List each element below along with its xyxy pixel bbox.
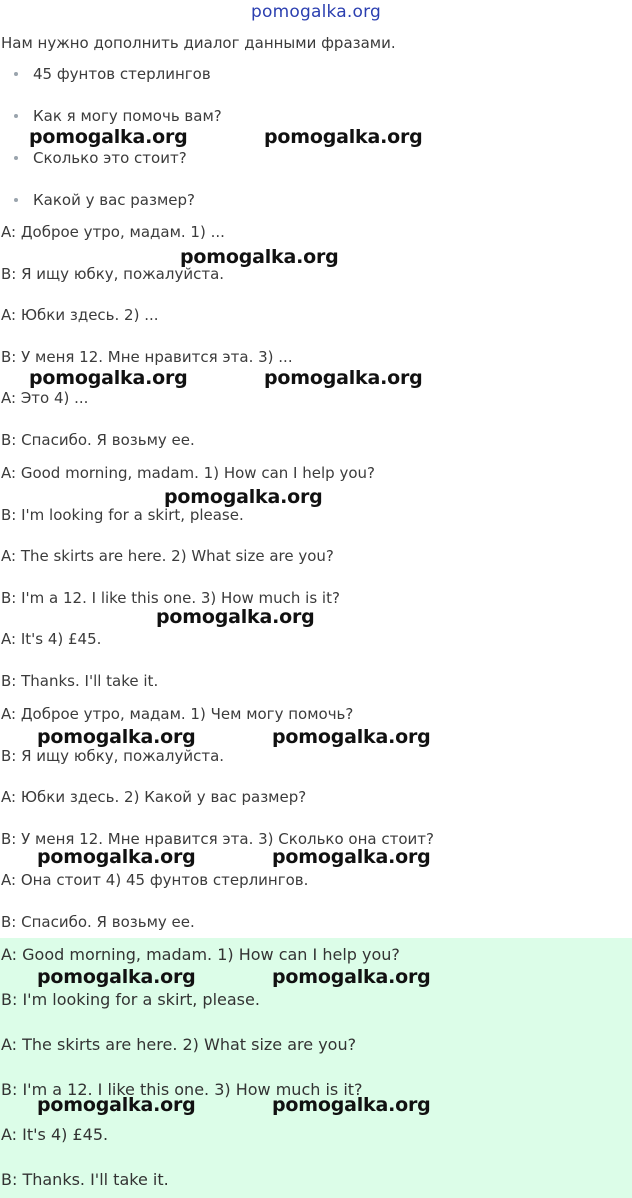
dialog-line: A: Good morning, madam. 1) How can I help you?: [1, 945, 400, 964]
dialog-line: A: The skirts are here. 2) What size are you?: [1, 1035, 357, 1054]
phrase-text: 45 фунтов стерлингов: [33, 65, 211, 83]
watermark-text: pomogalka.org: [164, 486, 323, 508]
bullet-icon: [14, 156, 18, 160]
watermark-text: pomogalka.org: [37, 846, 196, 868]
watermark-text: pomogalka.org: [37, 726, 196, 748]
dialog-line: B: Thanks. I'll take it.: [1, 1170, 169, 1189]
dialog-line: A: It's 4) £45.: [1, 630, 102, 648]
dialog-line: B: I'm a 12. I like this one. 3) How much is it?: [1, 1080, 363, 1099]
watermark-text: pomogalka.org: [264, 126, 423, 148]
dialog-line: B: Спасибо. Я возьму ее.: [1, 431, 195, 449]
dialog-line: B: Я ищу юбку, пожалуйста.: [1, 265, 225, 283]
phrase-text: Сколько это стоит?: [33, 149, 187, 167]
dialog-line: A: Юбки здесь. 2) ...: [1, 306, 159, 324]
bullet-icon: [14, 198, 18, 202]
dialog-line: B: Thanks. I'll take it.: [1, 672, 159, 690]
dialog-line: B: I'm looking for a skirt, please.: [1, 506, 244, 524]
dialog-line: A: It's 4) £45.: [1, 1125, 109, 1144]
dialog-line: B: I'm looking for a skirt, please.: [1, 990, 260, 1009]
dialog-line: A: Она стоит 4) 45 фунтов стерлингов.: [1, 871, 309, 889]
dialog-line: B: I'm a 12. I like this one. 3) How much is it?: [1, 589, 340, 607]
watermark-text: pomogalka.org: [37, 1094, 196, 1116]
watermark-text: pomogalka.org: [272, 966, 431, 988]
dialog-line: B: У меня 12. Мне нравится эта. 3) ...: [1, 348, 293, 366]
watermark-text: pomogalka.org: [272, 726, 431, 748]
intro-text: Нам нужно дополнить диалог данными фразами.: [1, 34, 396, 52]
phrase-text: Какой у вас размер?: [33, 191, 196, 209]
dialog-line: A: The skirts are here. 2) What size are you?: [1, 547, 334, 565]
dialog-line: B: У меня 12. Мне нравится эта. 3) Сколько она стоит?: [1, 830, 434, 848]
watermark-text: pomogalka.org: [272, 1094, 431, 1116]
watermark-text: pomogalka.org: [264, 367, 423, 389]
site-header-link[interactable]: pomogalka.org: [251, 2, 381, 22]
watermark-text: pomogalka.org: [272, 846, 431, 868]
watermark-text: pomogalka.org: [37, 966, 196, 988]
dialog-line: A: Юбки здесь. 2) Какой у вас размер?: [1, 788, 307, 806]
phrase-text: Как я могу помочь вам?: [33, 107, 222, 125]
bullet-icon: [14, 72, 18, 76]
watermark-text: pomogalka.org: [180, 246, 339, 268]
bullet-icon: [14, 114, 18, 118]
watermark-text: pomogalka.org: [29, 367, 188, 389]
dialog-line: B: Я ищу юбку, пожалуйста.: [1, 747, 225, 765]
watermark-text: pomogalka.org: [156, 606, 315, 628]
dialog-line: A: Это 4) ...: [1, 389, 89, 407]
dialog-line: A: Доброе утро, мадам. 1) ...: [1, 223, 225, 241]
dialog-line: A: Good morning, madam. 1) How can I help you?: [1, 464, 375, 482]
dialog-line: B: Спасибо. Я возьму ее.: [1, 913, 195, 931]
watermark-text: pomogalka.org: [29, 126, 188, 148]
dialog-line: A: Доброе утро, мадам. 1) Чем могу помочь?: [1, 705, 354, 723]
